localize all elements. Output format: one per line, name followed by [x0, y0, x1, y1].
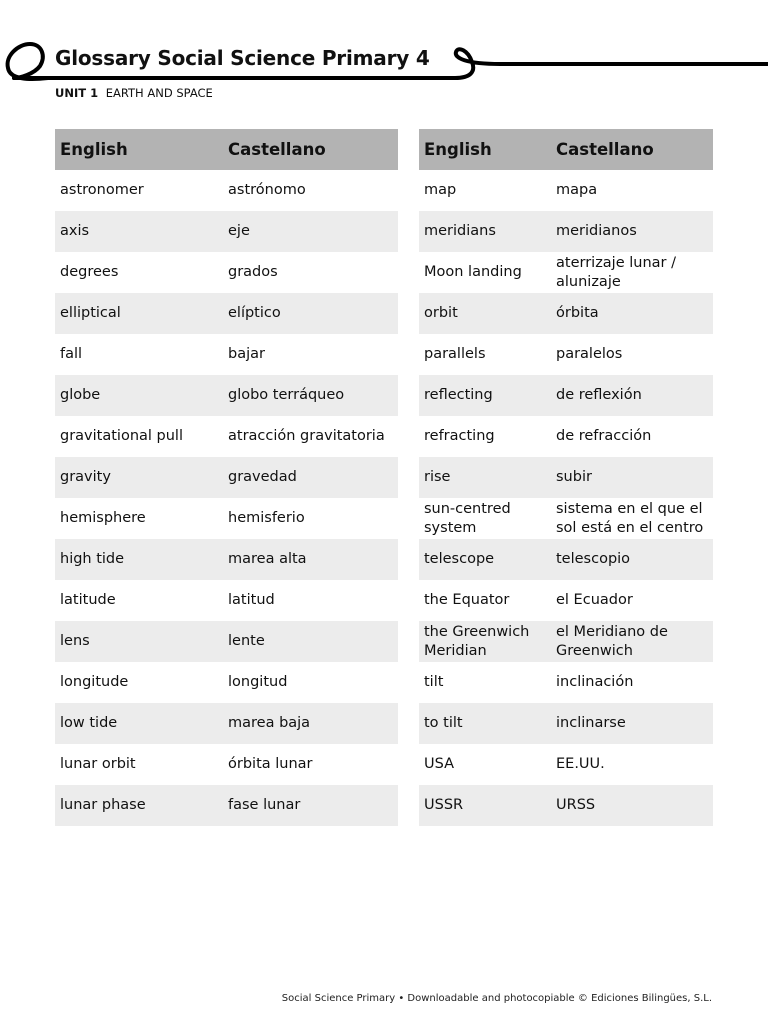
term-castellano: elíptico: [223, 293, 398, 334]
table-row: [55, 334, 398, 375]
table-row: [55, 785, 398, 826]
table-row: [419, 703, 713, 744]
term-castellano: el Meridiano de Greenwich: [551, 621, 713, 662]
table-row: [55, 252, 398, 293]
term-english: hemisphere: [60, 510, 146, 526]
term-castellano: sistema en el que el sol está en el centro: [556, 500, 704, 536]
table-row: [55, 375, 398, 416]
term-castellano: de reflexión: [551, 375, 713, 416]
table-row: [419, 211, 713, 252]
table-header-row: [55, 129, 398, 170]
term-castellano: EE.UU.: [556, 756, 605, 772]
term-english: sun-centred system: [424, 500, 511, 536]
term-english: meridians: [419, 211, 551, 252]
term-castellano: meridianos: [551, 211, 713, 252]
table-row: [419, 621, 713, 662]
term-castellano: inclinación: [556, 674, 634, 690]
term-english: low tide: [55, 703, 223, 744]
term-castellano: paralelos: [556, 346, 623, 362]
term-castellano: el Ecuador: [556, 592, 633, 608]
term-castellano: eje: [223, 211, 398, 252]
table-row: [55, 498, 398, 539]
table-row: [55, 457, 398, 498]
column-header-english: English: [55, 129, 223, 170]
table-row: [55, 416, 398, 457]
term-castellano: órbita: [551, 293, 713, 334]
term-castellano: órbita lunar: [228, 756, 313, 772]
term-castellano: astrónomo: [228, 182, 306, 198]
table-row: [419, 662, 713, 703]
term-english: lunar orbit: [60, 756, 136, 772]
table-row: [419, 744, 713, 785]
page-title: Glossary Social Science Primary 4: [55, 46, 430, 70]
term-castellano: subir: [551, 457, 713, 498]
term-english: refracting: [424, 428, 495, 444]
table-row: [419, 539, 713, 580]
table-row: [55, 293, 398, 334]
column-header-english: English: [419, 129, 551, 170]
term-english: the Greenwich Meridian: [419, 621, 551, 662]
table-row: [419, 457, 713, 498]
table-row: [419, 785, 713, 826]
term-english: to tilt: [419, 703, 551, 744]
term-english: latitude: [60, 592, 116, 608]
term-english: lunar phase: [55, 785, 223, 826]
term-castellano: atracción gravitatoria: [228, 428, 385, 444]
unit-name: EARTH AND SPACE: [105, 86, 213, 100]
unit-number: UNIT 1: [55, 86, 99, 100]
term-castellano: URSS: [551, 785, 713, 826]
term-english: telescope: [419, 539, 551, 580]
table-row: [55, 621, 398, 662]
term-english: reflecting: [419, 375, 551, 416]
table-row: [55, 539, 398, 580]
term-castellano: marea baja: [223, 703, 398, 744]
term-castellano: inclinarse: [551, 703, 713, 744]
term-castellano: telescopio: [551, 539, 713, 580]
table-row: [55, 662, 398, 703]
table-row: [55, 211, 398, 252]
term-castellano: aterrizaje lunar / alunizaje: [556, 254, 676, 290]
term-castellano: lente: [223, 621, 398, 662]
glossary-table-left: [55, 129, 398, 826]
table-row: [419, 293, 713, 334]
term-english: longitude: [60, 674, 129, 690]
term-castellano: bajar: [228, 346, 265, 362]
term-castellano: globo terráqueo: [223, 375, 398, 416]
term-english: degrees: [60, 264, 119, 280]
column-header-castellano: Castellano: [223, 129, 398, 170]
table-row: [419, 375, 713, 416]
term-castellano: fase lunar: [223, 785, 398, 826]
term-english: lens: [55, 621, 223, 662]
term-english: elliptical: [55, 293, 223, 334]
glossary-table-right: [419, 129, 713, 826]
table-row: [55, 580, 398, 621]
term-english: gravitational pull: [60, 428, 183, 444]
table-row: [419, 498, 713, 539]
term-castellano: de refracción: [556, 428, 652, 444]
table-row: [419, 334, 713, 375]
term-english: fall: [60, 346, 83, 362]
term-castellano: marea alta: [223, 539, 398, 580]
term-english: the Equator: [424, 592, 510, 608]
term-english: gravity: [55, 457, 223, 498]
term-castellano: hemisferio: [228, 510, 305, 526]
table-row: [55, 703, 398, 744]
table-row: [419, 416, 713, 457]
term-english: parallels: [424, 346, 486, 362]
table-row: [55, 744, 398, 785]
table-header-row: [419, 129, 713, 170]
term-english: map: [424, 182, 457, 198]
column-header-castellano: Castellano: [551, 129, 713, 170]
term-castellano: latitud: [228, 592, 275, 608]
footer-copyright: Social Science Primary • Downloadable and photocopiable © Ediciones Bilingües, S.L.: [281, 993, 712, 1004]
term-english: USSR: [419, 785, 551, 826]
table-row: [419, 170, 713, 211]
term-english: astronomer: [60, 182, 144, 198]
term-english: globe: [55, 375, 223, 416]
unit-subtitle: [55, 86, 213, 100]
table-row: [55, 170, 398, 211]
table-row: [419, 580, 713, 621]
term-castellano: longitud: [228, 674, 288, 690]
term-english: high tide: [55, 539, 223, 580]
term-castellano: gravedad: [223, 457, 398, 498]
term-english: orbit: [419, 293, 551, 334]
term-english: USA: [424, 756, 455, 772]
term-english: rise: [419, 457, 551, 498]
term-english: tilt: [424, 674, 444, 690]
term-english: axis: [55, 211, 223, 252]
term-castellano: mapa: [556, 182, 598, 198]
table-row: [419, 252, 713, 293]
term-castellano: grados: [228, 264, 278, 280]
term-english: Moon landing: [424, 264, 522, 280]
